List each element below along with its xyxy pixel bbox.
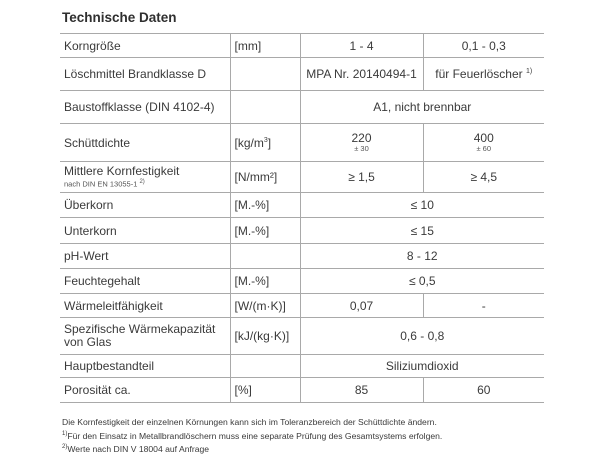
row-label: Korngröße [60,34,230,58]
row-value-1: 0,07 [300,294,423,318]
table-row-korngroesse [60,34,544,58]
table-row-haupt [60,355,544,378]
row-unit [230,124,300,162]
row-value-1 [300,124,423,162]
label-line-1: Spezifische Wärmekapazität [64,322,216,336]
row-unit: [M.-%] [230,218,300,244]
row-value: 0,6 - 0,8 [300,318,544,355]
row-label: pH-Wert [60,244,230,269]
row-value: A1, nicht brennbar [300,91,544,124]
table-row-baustoffklasse [60,91,544,124]
table-row-kornfestigkeit [60,162,544,193]
unit-bracket: ] [267,135,272,150]
row-value-1: 1 - 4 [300,34,423,58]
row-value-2 [423,124,544,162]
row-value-1: ≥ 1,5 [300,162,423,193]
label-sub [64,178,226,189]
row-value-2: 0,1 - 0,3 [423,34,544,58]
row-unit: [%] [230,378,300,403]
row-unit: [W/(m·K)] [230,294,300,318]
row-value-2: 60 [423,378,544,403]
note-2 [62,442,582,455]
row-value-2 [423,58,544,91]
unit-text: [kg/m [234,135,264,150]
row-unit: [M.-%] [230,269,300,294]
note-1 [62,429,582,442]
row-unit: [mm] [230,34,300,58]
table-title: Technische Daten [62,10,177,25]
row-unit [230,355,300,378]
value-text: für Feuerlöscher [435,67,523,81]
row-label [60,318,230,355]
row-value: ≤ 0,5 [300,269,544,294]
note-text: Für den Einsatz in Metallbrandlöschern muss eine separate Prüfung des Gesamtsystems erfolgen. [67,430,443,441]
value-main: 220 [351,131,372,145]
row-label: Überkorn [60,193,230,218]
table-row-schuettdichte [60,124,544,162]
row-label: Wärmeleitfähigkeit [60,294,230,318]
label-main: Mittlere Kornfestigkeit [64,164,180,179]
row-unit [230,91,300,124]
note-text: Werte nach DIN V 18004 auf Anfrage [67,443,210,454]
row-label: Baustoffklasse (DIN 4102-4) [60,91,230,124]
footnote-mark: 2) [62,443,68,450]
footnote-mark: 2) [139,179,145,186]
label-line-2: von Glas [64,335,112,349]
row-label [60,162,230,193]
row-value: 8 - 12 [300,244,544,269]
table-row-loeschmittel [60,58,544,91]
row-label: Schüttdichte [60,124,230,162]
footnotes [62,417,582,455]
note-general: Die Kornfestigkeit der einzelnen Körnungen kann sich im Toleranzbereich der Schüttdichte ändern. [62,417,437,427]
row-label: Feuchtegehalt [60,269,230,294]
row-unit [230,58,300,91]
value-main: 400 [473,131,494,145]
unit-exponent: 3 [263,136,268,144]
footnote-mark: 1) [525,68,533,75]
sublabel-text: nach DIN EN 13055-1 [64,179,138,189]
row-value-1: 85 [300,378,423,403]
table-row-waermeleit [60,294,544,318]
row-value: Siliziumdioxid [300,355,544,378]
row-value: ≤ 10 [300,193,544,218]
row-label: Unterkorn [60,218,230,244]
technical-data-table [60,33,544,403]
row-label: Hauptbestandteil [60,355,230,378]
row-value-2: - [423,294,544,318]
row-unit: [kJ/(kg·K)] [230,318,300,355]
row-unit: [N/mm²] [230,162,300,193]
row-label: Löschmittel Brandklasse D [60,58,230,91]
table-row-waermekap [60,318,544,355]
table-row-porositaet [60,378,544,403]
table-row-feuchtegehalt [60,269,544,294]
table-row-ph [60,244,544,269]
row-unit [230,244,300,269]
row-label: Porosität ca. [60,378,230,403]
row-value-2: ≥ 4,5 [423,162,544,193]
row-unit: [M.-%] [230,193,300,218]
value-tolerance: ± 60 [476,144,492,153]
value-tolerance: ± 30 [354,144,369,153]
row-value: ≤ 15 [300,218,544,244]
footnote-mark: 1) [62,430,68,437]
table-row-unterkorn [60,218,544,244]
row-value-1: MPA Nr. 20140494-1 [300,58,423,91]
table-row-ueberkorn [60,193,544,218]
